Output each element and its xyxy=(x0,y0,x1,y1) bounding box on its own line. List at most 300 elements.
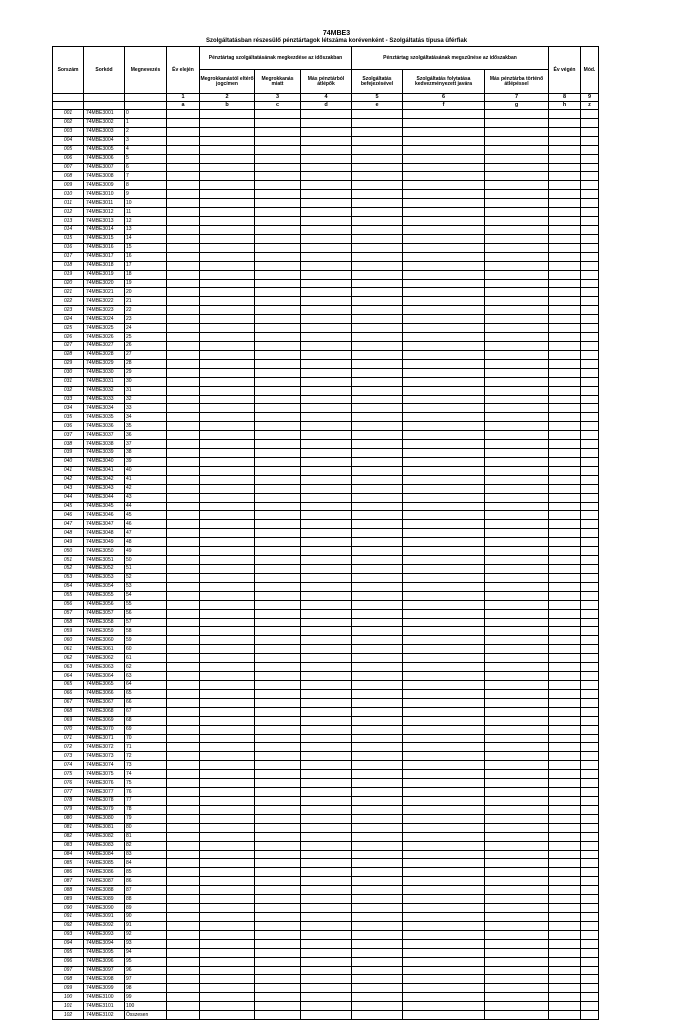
value-cell[interactable] xyxy=(485,752,549,761)
value-cell[interactable] xyxy=(485,359,549,368)
value-cell[interactable] xyxy=(581,297,599,306)
value-cell[interactable] xyxy=(403,582,485,591)
value-cell[interactable] xyxy=(403,841,485,850)
value-cell[interactable] xyxy=(301,877,352,886)
value-cell[interactable] xyxy=(255,850,301,859)
value-cell[interactable] xyxy=(549,502,581,511)
value-cell[interactable] xyxy=(200,449,255,458)
value-cell[interactable] xyxy=(549,341,581,350)
value-cell[interactable] xyxy=(167,752,200,761)
value-cell[interactable] xyxy=(167,190,200,199)
value-cell[interactable] xyxy=(581,779,599,788)
value-cell[interactable] xyxy=(200,127,255,136)
value-cell[interactable] xyxy=(485,234,549,243)
value-cell[interactable] xyxy=(549,324,581,333)
value-cell[interactable] xyxy=(301,663,352,672)
value-cell[interactable] xyxy=(301,743,352,752)
value-cell[interactable] xyxy=(167,779,200,788)
value-cell[interactable] xyxy=(485,565,549,574)
value-cell[interactable] xyxy=(485,645,549,654)
value-cell[interactable] xyxy=(485,975,549,984)
value-cell[interactable] xyxy=(403,859,485,868)
value-cell[interactable] xyxy=(255,556,301,565)
value-cell[interactable] xyxy=(301,449,352,458)
value-cell[interactable] xyxy=(549,672,581,681)
value-cell[interactable] xyxy=(200,698,255,707)
value-cell[interactable] xyxy=(352,315,403,324)
value-cell[interactable] xyxy=(485,529,549,538)
value-cell[interactable] xyxy=(200,422,255,431)
value-cell[interactable] xyxy=(352,770,403,779)
value-cell[interactable] xyxy=(581,698,599,707)
value-cell[interactable] xyxy=(255,904,301,913)
value-cell[interactable] xyxy=(255,681,301,690)
value-cell[interactable] xyxy=(485,823,549,832)
value-cell[interactable] xyxy=(549,591,581,600)
value-cell[interactable] xyxy=(301,752,352,761)
value-cell[interactable] xyxy=(403,377,485,386)
value-cell[interactable] xyxy=(352,672,403,681)
value-cell[interactable] xyxy=(485,457,549,466)
value-cell[interactable] xyxy=(352,350,403,359)
value-cell[interactable] xyxy=(200,975,255,984)
value-cell[interactable] xyxy=(485,779,549,788)
value-cell[interactable] xyxy=(167,350,200,359)
value-cell[interactable] xyxy=(581,725,599,734)
value-cell[interactable] xyxy=(549,270,581,279)
value-cell[interactable] xyxy=(352,225,403,234)
value-cell[interactable] xyxy=(352,805,403,814)
value-cell[interactable] xyxy=(485,868,549,877)
value-cell[interactable] xyxy=(549,315,581,324)
value-cell[interactable] xyxy=(167,636,200,645)
value-cell[interactable] xyxy=(255,645,301,654)
value-cell[interactable] xyxy=(200,431,255,440)
value-cell[interactable] xyxy=(485,841,549,850)
value-cell[interactable] xyxy=(403,172,485,181)
value-cell[interactable] xyxy=(167,895,200,904)
value-cell[interactable] xyxy=(255,814,301,823)
value-cell[interactable] xyxy=(403,208,485,217)
value-cell[interactable] xyxy=(167,297,200,306)
value-cell[interactable] xyxy=(301,440,352,449)
value-cell[interactable] xyxy=(255,279,301,288)
value-cell[interactable] xyxy=(200,788,255,797)
value-cell[interactable] xyxy=(200,573,255,582)
value-cell[interactable] xyxy=(581,172,599,181)
value-cell[interactable] xyxy=(255,261,301,270)
value-cell[interactable] xyxy=(403,297,485,306)
value-cell[interactable] xyxy=(485,689,549,698)
value-cell[interactable] xyxy=(485,877,549,886)
value-cell[interactable] xyxy=(352,645,403,654)
value-cell[interactable] xyxy=(403,707,485,716)
value-cell[interactable] xyxy=(255,315,301,324)
value-cell[interactable] xyxy=(485,395,549,404)
value-cell[interactable] xyxy=(301,110,352,119)
value-cell[interactable] xyxy=(200,689,255,698)
value-cell[interactable] xyxy=(485,895,549,904)
value-cell[interactable] xyxy=(581,868,599,877)
value-cell[interactable] xyxy=(301,484,352,493)
value-cell[interactable] xyxy=(352,404,403,413)
value-cell[interactable] xyxy=(403,163,485,172)
value-cell[interactable] xyxy=(403,306,485,315)
value-cell[interactable] xyxy=(301,520,352,529)
value-cell[interactable] xyxy=(301,252,352,261)
value-cell[interactable] xyxy=(352,252,403,261)
value-cell[interactable] xyxy=(255,698,301,707)
value-cell[interactable] xyxy=(581,877,599,886)
value-cell[interactable] xyxy=(352,957,403,966)
value-cell[interactable] xyxy=(255,743,301,752)
value-cell[interactable] xyxy=(581,395,599,404)
value-cell[interactable] xyxy=(549,814,581,823)
value-cell[interactable] xyxy=(403,457,485,466)
value-cell[interactable] xyxy=(167,484,200,493)
value-cell[interactable] xyxy=(549,716,581,725)
value-cell[interactable] xyxy=(200,457,255,466)
value-cell[interactable] xyxy=(581,832,599,841)
value-cell[interactable] xyxy=(255,395,301,404)
value-cell[interactable] xyxy=(167,1011,200,1020)
value-cell[interactable] xyxy=(403,190,485,199)
value-cell[interactable] xyxy=(403,930,485,939)
value-cell[interactable] xyxy=(200,681,255,690)
value-cell[interactable] xyxy=(549,877,581,886)
value-cell[interactable] xyxy=(549,127,581,136)
value-cell[interactable] xyxy=(167,868,200,877)
value-cell[interactable] xyxy=(255,609,301,618)
value-cell[interactable] xyxy=(485,511,549,520)
value-cell[interactable] xyxy=(200,154,255,163)
value-cell[interactable] xyxy=(485,404,549,413)
value-cell[interactable] xyxy=(301,395,352,404)
value-cell[interactable] xyxy=(549,520,581,529)
value-cell[interactable] xyxy=(255,288,301,297)
value-cell[interactable] xyxy=(549,895,581,904)
value-cell[interactable] xyxy=(200,547,255,556)
value-cell[interactable] xyxy=(549,431,581,440)
value-cell[interactable] xyxy=(301,127,352,136)
value-cell[interactable] xyxy=(255,511,301,520)
value-cell[interactable] xyxy=(549,136,581,145)
value-cell[interactable] xyxy=(167,404,200,413)
value-cell[interactable] xyxy=(200,912,255,921)
value-cell[interactable] xyxy=(167,502,200,511)
value-cell[interactable] xyxy=(403,538,485,547)
value-cell[interactable] xyxy=(352,895,403,904)
value-cell[interactable] xyxy=(352,493,403,502)
value-cell[interactable] xyxy=(403,788,485,797)
value-cell[interactable] xyxy=(301,208,352,217)
value-cell[interactable] xyxy=(581,993,599,1002)
value-cell[interactable] xyxy=(167,832,200,841)
value-cell[interactable] xyxy=(581,377,599,386)
value-cell[interactable] xyxy=(200,145,255,154)
value-cell[interactable] xyxy=(255,895,301,904)
value-cell[interactable] xyxy=(549,225,581,234)
value-cell[interactable] xyxy=(485,520,549,529)
value-cell[interactable] xyxy=(549,832,581,841)
value-cell[interactable] xyxy=(255,440,301,449)
value-cell[interactable] xyxy=(200,110,255,119)
value-cell[interactable] xyxy=(549,350,581,359)
value-cell[interactable] xyxy=(485,422,549,431)
value-cell[interactable] xyxy=(403,565,485,574)
value-cell[interactable] xyxy=(485,663,549,672)
value-cell[interactable] xyxy=(255,823,301,832)
value-cell[interactable] xyxy=(485,306,549,315)
value-cell[interactable] xyxy=(581,939,599,948)
value-cell[interactable] xyxy=(301,359,352,368)
value-cell[interactable] xyxy=(581,672,599,681)
value-cell[interactable] xyxy=(352,395,403,404)
value-cell[interactable] xyxy=(549,547,581,556)
value-cell[interactable] xyxy=(200,948,255,957)
value-cell[interactable] xyxy=(200,386,255,395)
value-cell[interactable] xyxy=(403,1002,485,1011)
value-cell[interactable] xyxy=(167,520,200,529)
value-cell[interactable] xyxy=(200,1002,255,1011)
value-cell[interactable] xyxy=(352,600,403,609)
value-cell[interactable] xyxy=(549,841,581,850)
value-cell[interactable] xyxy=(200,609,255,618)
value-cell[interactable] xyxy=(255,672,301,681)
value-cell[interactable] xyxy=(581,413,599,422)
value-cell[interactable] xyxy=(352,556,403,565)
value-cell[interactable] xyxy=(581,368,599,377)
value-cell[interactable] xyxy=(549,368,581,377)
value-cell[interactable] xyxy=(255,689,301,698)
value-cell[interactable] xyxy=(167,145,200,154)
value-cell[interactable] xyxy=(549,217,581,226)
value-cell[interactable] xyxy=(549,850,581,859)
value-cell[interactable] xyxy=(403,850,485,859)
value-cell[interactable] xyxy=(255,306,301,315)
value-cell[interactable] xyxy=(200,395,255,404)
value-cell[interactable] xyxy=(403,805,485,814)
value-cell[interactable] xyxy=(485,591,549,600)
value-cell[interactable] xyxy=(352,734,403,743)
value-cell[interactable] xyxy=(200,645,255,654)
value-cell[interactable] xyxy=(167,993,200,1002)
value-cell[interactable] xyxy=(581,511,599,520)
value-cell[interactable] xyxy=(485,324,549,333)
value-cell[interactable] xyxy=(485,172,549,181)
value-cell[interactable] xyxy=(485,341,549,350)
value-cell[interactable] xyxy=(167,475,200,484)
value-cell[interactable] xyxy=(167,422,200,431)
value-cell[interactable] xyxy=(255,547,301,556)
value-cell[interactable] xyxy=(167,110,200,119)
value-cell[interactable] xyxy=(549,886,581,895)
value-cell[interactable] xyxy=(581,1011,599,1020)
value-cell[interactable] xyxy=(352,752,403,761)
value-cell[interactable] xyxy=(301,413,352,422)
value-cell[interactable] xyxy=(200,716,255,725)
value-cell[interactable] xyxy=(255,930,301,939)
value-cell[interactable] xyxy=(301,886,352,895)
value-cell[interactable] xyxy=(403,279,485,288)
value-cell[interactable] xyxy=(352,984,403,993)
value-cell[interactable] xyxy=(403,475,485,484)
value-cell[interactable] xyxy=(485,208,549,217)
value-cell[interactable] xyxy=(301,734,352,743)
value-cell[interactable] xyxy=(301,493,352,502)
value-cell[interactable] xyxy=(352,288,403,297)
value-cell[interactable] xyxy=(301,921,352,930)
value-cell[interactable] xyxy=(581,136,599,145)
value-cell[interactable] xyxy=(200,529,255,538)
value-cell[interactable] xyxy=(255,127,301,136)
value-cell[interactable] xyxy=(485,966,549,975)
value-cell[interactable] xyxy=(581,850,599,859)
value-cell[interactable] xyxy=(352,841,403,850)
value-cell[interactable] xyxy=(255,591,301,600)
value-cell[interactable] xyxy=(581,618,599,627)
value-cell[interactable] xyxy=(255,832,301,841)
value-cell[interactable] xyxy=(485,217,549,226)
value-cell[interactable] xyxy=(255,707,301,716)
value-cell[interactable] xyxy=(549,975,581,984)
value-cell[interactable] xyxy=(549,565,581,574)
value-cell[interactable] xyxy=(301,154,352,163)
value-cell[interactable] xyxy=(255,663,301,672)
value-cell[interactable] xyxy=(301,1011,352,1020)
value-cell[interactable] xyxy=(581,975,599,984)
value-cell[interactable] xyxy=(352,850,403,859)
value-cell[interactable] xyxy=(255,110,301,119)
value-cell[interactable] xyxy=(403,796,485,805)
value-cell[interactable] xyxy=(485,743,549,752)
value-cell[interactable] xyxy=(403,645,485,654)
value-cell[interactable] xyxy=(255,957,301,966)
value-cell[interactable] xyxy=(403,440,485,449)
value-cell[interactable] xyxy=(581,921,599,930)
value-cell[interactable] xyxy=(255,413,301,422)
value-cell[interactable] xyxy=(485,636,549,645)
value-cell[interactable] xyxy=(581,350,599,359)
value-cell[interactable] xyxy=(255,520,301,529)
value-cell[interactable] xyxy=(167,716,200,725)
value-cell[interactable] xyxy=(403,779,485,788)
value-cell[interactable] xyxy=(581,208,599,217)
value-cell[interactable] xyxy=(352,136,403,145)
value-cell[interactable] xyxy=(301,190,352,199)
value-cell[interactable] xyxy=(352,297,403,306)
value-cell[interactable] xyxy=(200,832,255,841)
value-cell[interactable] xyxy=(352,975,403,984)
value-cell[interactable] xyxy=(485,716,549,725)
value-cell[interactable] xyxy=(255,270,301,279)
value-cell[interactable] xyxy=(581,957,599,966)
value-cell[interactable] xyxy=(167,172,200,181)
value-cell[interactable] xyxy=(352,698,403,707)
value-cell[interactable] xyxy=(301,930,352,939)
value-cell[interactable] xyxy=(301,957,352,966)
value-cell[interactable] xyxy=(581,788,599,797)
value-cell[interactable] xyxy=(200,725,255,734)
value-cell[interactable] xyxy=(301,279,352,288)
value-cell[interactable] xyxy=(301,868,352,877)
value-cell[interactable] xyxy=(549,698,581,707)
value-cell[interactable] xyxy=(200,904,255,913)
value-cell[interactable] xyxy=(485,957,549,966)
value-cell[interactable] xyxy=(200,440,255,449)
value-cell[interactable] xyxy=(255,939,301,948)
value-cell[interactable] xyxy=(255,145,301,154)
value-cell[interactable] xyxy=(549,627,581,636)
value-cell[interactable] xyxy=(255,252,301,261)
value-cell[interactable] xyxy=(403,395,485,404)
value-cell[interactable] xyxy=(200,796,255,805)
value-cell[interactable] xyxy=(352,912,403,921)
value-cell[interactable] xyxy=(581,484,599,493)
value-cell[interactable] xyxy=(485,493,549,502)
value-cell[interactable] xyxy=(549,440,581,449)
value-cell[interactable] xyxy=(200,136,255,145)
value-cell[interactable] xyxy=(403,636,485,645)
value-cell[interactable] xyxy=(581,573,599,582)
value-cell[interactable] xyxy=(255,770,301,779)
value-cell[interactable] xyxy=(581,930,599,939)
value-cell[interactable] xyxy=(352,520,403,529)
value-cell[interactable] xyxy=(403,118,485,127)
value-cell[interactable] xyxy=(352,457,403,466)
value-cell[interactable] xyxy=(352,663,403,672)
value-cell[interactable] xyxy=(549,306,581,315)
value-cell[interactable] xyxy=(581,475,599,484)
value-cell[interactable] xyxy=(352,449,403,458)
value-cell[interactable] xyxy=(301,466,352,475)
value-cell[interactable] xyxy=(200,208,255,217)
value-cell[interactable] xyxy=(301,341,352,350)
value-cell[interactable] xyxy=(549,110,581,119)
value-cell[interactable] xyxy=(581,582,599,591)
value-cell[interactable] xyxy=(549,118,581,127)
value-cell[interactable] xyxy=(485,832,549,841)
value-cell[interactable] xyxy=(403,110,485,119)
value-cell[interactable] xyxy=(301,404,352,413)
value-cell[interactable] xyxy=(403,422,485,431)
value-cell[interactable] xyxy=(549,805,581,814)
value-cell[interactable] xyxy=(255,466,301,475)
value-cell[interactable] xyxy=(352,565,403,574)
value-cell[interactable] xyxy=(301,386,352,395)
value-cell[interactable] xyxy=(200,466,255,475)
value-cell[interactable] xyxy=(485,600,549,609)
value-cell[interactable] xyxy=(352,440,403,449)
value-cell[interactable] xyxy=(167,529,200,538)
value-cell[interactable] xyxy=(200,377,255,386)
value-cell[interactable] xyxy=(549,556,581,565)
value-cell[interactable] xyxy=(200,734,255,743)
value-cell[interactable] xyxy=(200,779,255,788)
value-cell[interactable] xyxy=(549,859,581,868)
value-cell[interactable] xyxy=(581,110,599,119)
value-cell[interactable] xyxy=(403,627,485,636)
value-cell[interactable] xyxy=(549,145,581,154)
value-cell[interactable] xyxy=(167,127,200,136)
value-cell[interactable] xyxy=(301,136,352,145)
value-cell[interactable] xyxy=(403,877,485,886)
value-cell[interactable] xyxy=(352,502,403,511)
value-cell[interactable] xyxy=(485,654,549,663)
value-cell[interactable] xyxy=(167,681,200,690)
value-cell[interactable] xyxy=(200,627,255,636)
value-cell[interactable] xyxy=(581,181,599,190)
